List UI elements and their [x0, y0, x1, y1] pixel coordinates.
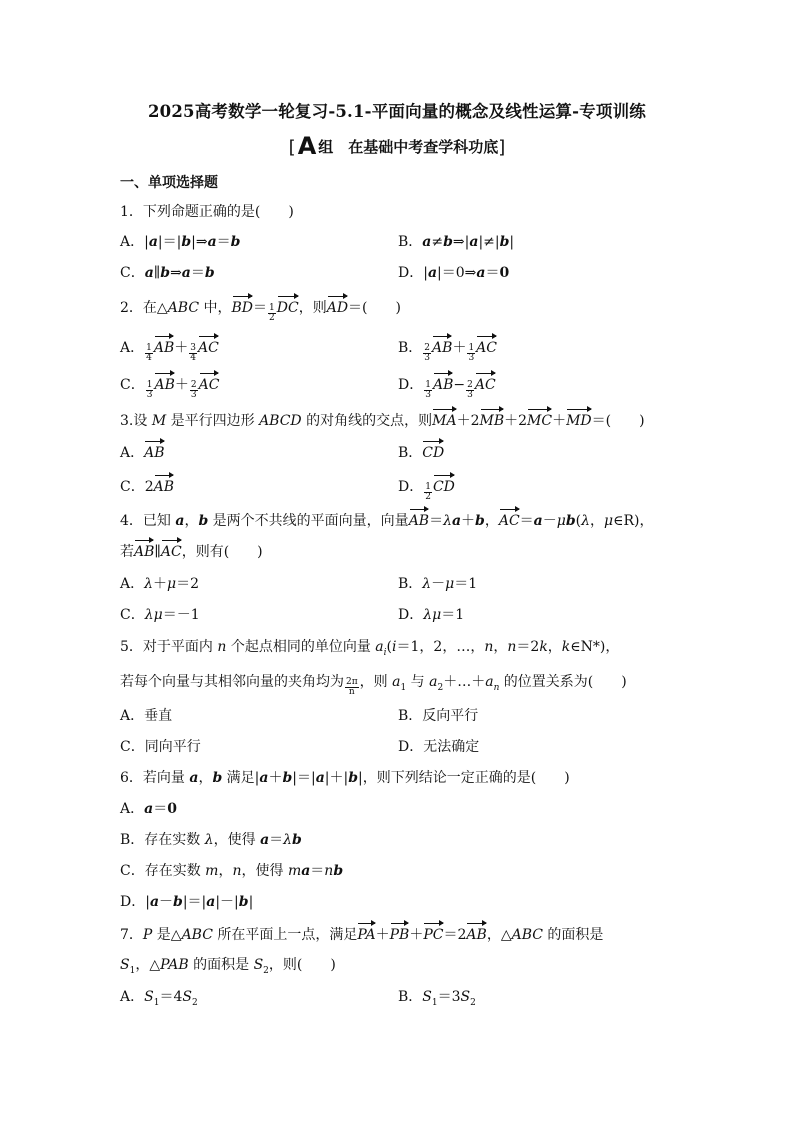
q2-option-d: D． $\frac{1}{3}$ AB− $\frac{2}{3}$ AC	[398, 377, 496, 400]
q4-stem-line2: 若AB∥AC，则有( )	[120, 544, 263, 560]
q1-option-b: B．a≠b⇒|a|≠|b|	[398, 234, 515, 250]
q1-stem: 1．下列命题正确的是( )	[120, 204, 294, 220]
q6-option-d: D．|a－b|＝|a|－|b|	[120, 894, 254, 910]
q5-option-a: A．垂直	[120, 708, 173, 724]
bracket-close: ]	[498, 137, 506, 158]
q5-stem-line1: 5．对于平面内 n 个起点相同的单位向量 $a_i(i=1$，2，…，n，n＝2k，k∈N*)，	[120, 639, 620, 658]
q7-option-a: A．$S_1=4S_2$	[120, 989, 198, 1008]
q4-option-a: A．λ＋μ＝2	[120, 576, 200, 592]
bracket-open: [	[288, 137, 296, 158]
q4-stem-line1: 4．已知 a，b 是两个不共线的平面向量，向量AB＝λa＋b，AC＝a－μb(λ，μ∈R)，	[120, 513, 654, 529]
group-subtitle-text: 组 在基础中考查学科功底	[318, 138, 499, 156]
group-letter: A	[297, 132, 317, 160]
q4-option-b: B．λ－μ＝1	[398, 576, 478, 592]
q1-option-c: C．a∥b⇒a＝b	[120, 265, 215, 281]
q7-stem-line1: 7．P 是△ABC 所在平面上一点，满足PA＋PB＋PC＝2AB，△ABC 的面积是	[120, 927, 604, 943]
q3-stem: 3.设 M 是平行四边形 ABCD 的对角线的交点，则MA＋2MB＋2MC＋MD＝( )	[120, 413, 645, 429]
q5-option-b: B．反向平行	[398, 708, 479, 724]
q2-option-c: C． $\frac{1}{3}$ AB＋ $\frac{2}{3}$ AC	[120, 377, 220, 400]
section-heading: 一、单项选择题	[120, 175, 218, 191]
q3-option-b: B．CD	[398, 445, 445, 461]
q7-option-b: B．$S_1=3S_2$	[398, 989, 476, 1008]
page-title: 2025高考数学一轮复习-5.1-平面向量的概念及线性运算-专项训练	[148, 102, 646, 121]
q6-stem: 6．若向量 a，b 满足|a＋b|＝|a|＋|b|，则下列结论一定正确的是( )	[120, 770, 570, 786]
q7-stem-line2: $S_1$，△PAB 的面积是 $S_2$，则( )	[120, 957, 336, 976]
q3-option-a: A．AB	[120, 445, 165, 461]
q5-option-c: C．同向平行	[120, 739, 201, 755]
q5-option-d: D．无法确定	[398, 739, 480, 755]
q1-option-a: A．|a|＝|b|⇒a＝b	[120, 234, 241, 250]
group-subtitle	[0, 132, 794, 160]
q4-option-c: C．λμ＝－1	[120, 607, 200, 623]
q6-option-b: B．存在实数 λ，使得 a＝λb	[120, 832, 302, 848]
q6-option-a: A．a＝0	[120, 801, 177, 817]
q5-stem-line2: 若每个向量与其相邻向量的夹角均为 $\frac{2\pi}{n}$ ，则 $a_1$ 与 $a_2+\dots+a_n$ 的位置关系为( )	[120, 674, 627, 697]
q2-stem: 2．在△ABC 中，BD＝ $\frac{1}{2}$ DC，则AD＝( )	[120, 300, 401, 323]
q6-option-c: C．存在实数 m，n，使得 ma＝nb	[120, 863, 344, 879]
q2-option-b: B． $\frac{2}{3}$ AB＋ $\frac{1}{3}$ AC	[398, 340, 497, 363]
q3-option-c: C．2AB	[120, 479, 175, 495]
q2-option-a: A． $\frac{1}{4}$ AB＋ $\frac{3}{4}$ AC	[120, 340, 219, 363]
q1-option-d: D．|a|＝0⇒a＝0	[398, 265, 510, 281]
q3-option-d: D． $\frac{1}{2}$ CD	[398, 479, 455, 502]
q4-option-d: D．λμ＝1	[398, 607, 465, 623]
